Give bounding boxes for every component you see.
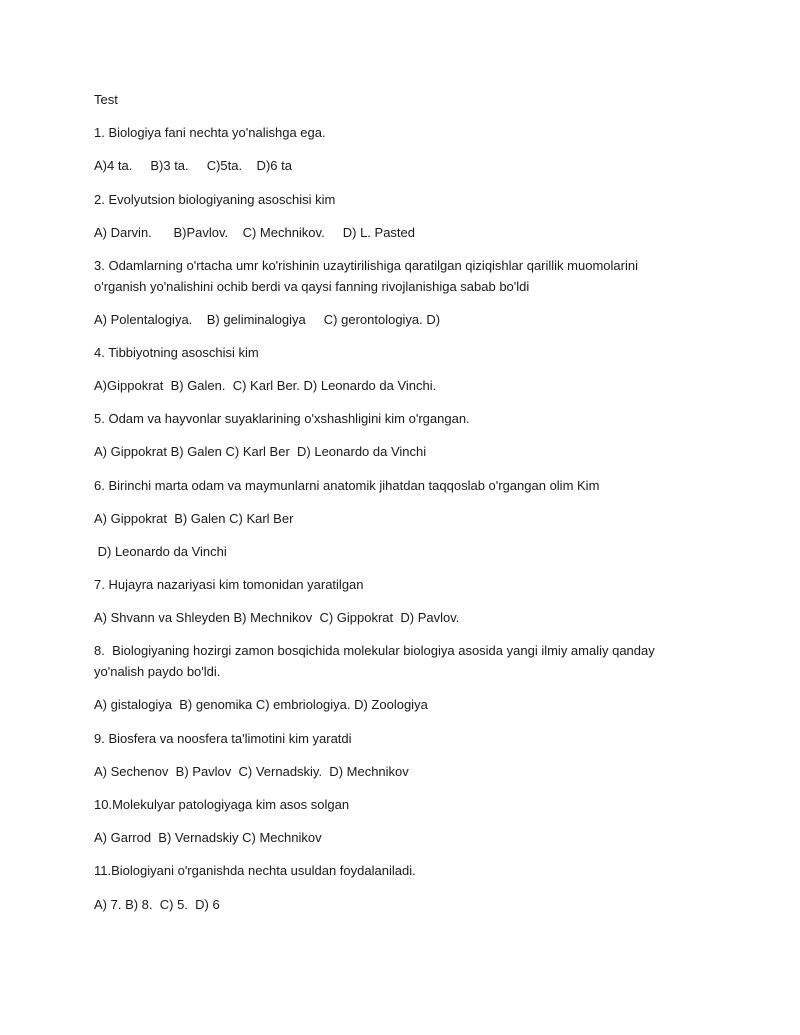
answers-6-line-2: D) Leonardo da Vinchi bbox=[94, 544, 227, 559]
question-5: 5. Odam va hayvonlar suyaklarining o'xshashligini kim o'rgangan. bbox=[94, 411, 470, 426]
question-11: 11.Biologiyani o'rganishda nechta usuldan foydalaniladi. bbox=[94, 863, 416, 878]
question-6: 6. Birinchi marta odam va maymunlarni anatomik jihatdan taqqoslab o'rgangan olim Kim bbox=[94, 478, 600, 493]
question-10: 10.Molekulyar patologiyaga kim asos solgan bbox=[94, 797, 350, 812]
question-7: 7. Hujayra nazariyasi kim tomonidan yaratilgan bbox=[94, 577, 364, 592]
question-8-line-1: 8. Biologiyaning hozirgi zamon bosqichida molekular biologiya asosida yangi ilmiy amaliy qanday bbox=[94, 643, 655, 658]
answers-5: A) Gippokrat B) Galen C) Karl Ber D) Leonardo da Vinchi bbox=[94, 444, 427, 459]
answers-6-line-1: A) Gippokrat B) Galen C) Karl Ber bbox=[94, 511, 294, 526]
answers-9: A) Sechenov B) Pavlov C) Vernadskiy. D) Mechnikov bbox=[94, 764, 409, 779]
question-1: 1. Biologiya fani nechta yo'nalishga ega. bbox=[94, 125, 326, 140]
question-3-line-1: 3. Odamlarning o'rtacha umr ko'rishinin uzaytirilishiga qaratilgan qiziqishlar qarillik muomolarini bbox=[94, 258, 638, 273]
answers-2: A) Darvin. B)Pavlov. C) Mechnikov. D) L. Pasted bbox=[94, 225, 416, 240]
answers-4: A)Gippokrat B) Galen. C) Karl Ber. D) Leonardo da Vinchi. bbox=[94, 378, 437, 393]
question-2: 2. Evolyutsion biologiyaning asoschisi kim bbox=[94, 192, 336, 207]
answers-3: A) Polentalogiya. B) geliminalogiya C) gerontologiya. D) bbox=[94, 312, 441, 327]
document-title: Test bbox=[94, 92, 118, 107]
question-3-line-2: o'rganish yo'nalishini ochib berdi va qaysi fanning rivojlanishiga sabab bo'ldi bbox=[94, 279, 530, 294]
answers-11: A) 7. B) 8. C) 5. D) 6 bbox=[94, 897, 220, 912]
question-9: 9. Biosfera va noosfera ta'limotini kim yaratdi bbox=[94, 731, 352, 746]
answers-10: A) Garrod B) Vernadskiy C) Mechnikov bbox=[94, 830, 322, 845]
question-4: 4. Tibbiyotning asoschisi kim bbox=[94, 345, 259, 360]
answers-7: A) Shvann va Shleyden B) Mechnikov C) Gippokrat D) Pavlov. bbox=[94, 610, 460, 625]
question-8-line-2: yo'nalish paydo bo'ldi. bbox=[94, 664, 221, 679]
answers-8: A) gistalogiya B) genomika C) embriologiya. D) Zoologiya bbox=[94, 697, 428, 712]
answers-1: A)4 ta. B)3 ta. C)5ta. D)6 ta bbox=[94, 158, 292, 173]
